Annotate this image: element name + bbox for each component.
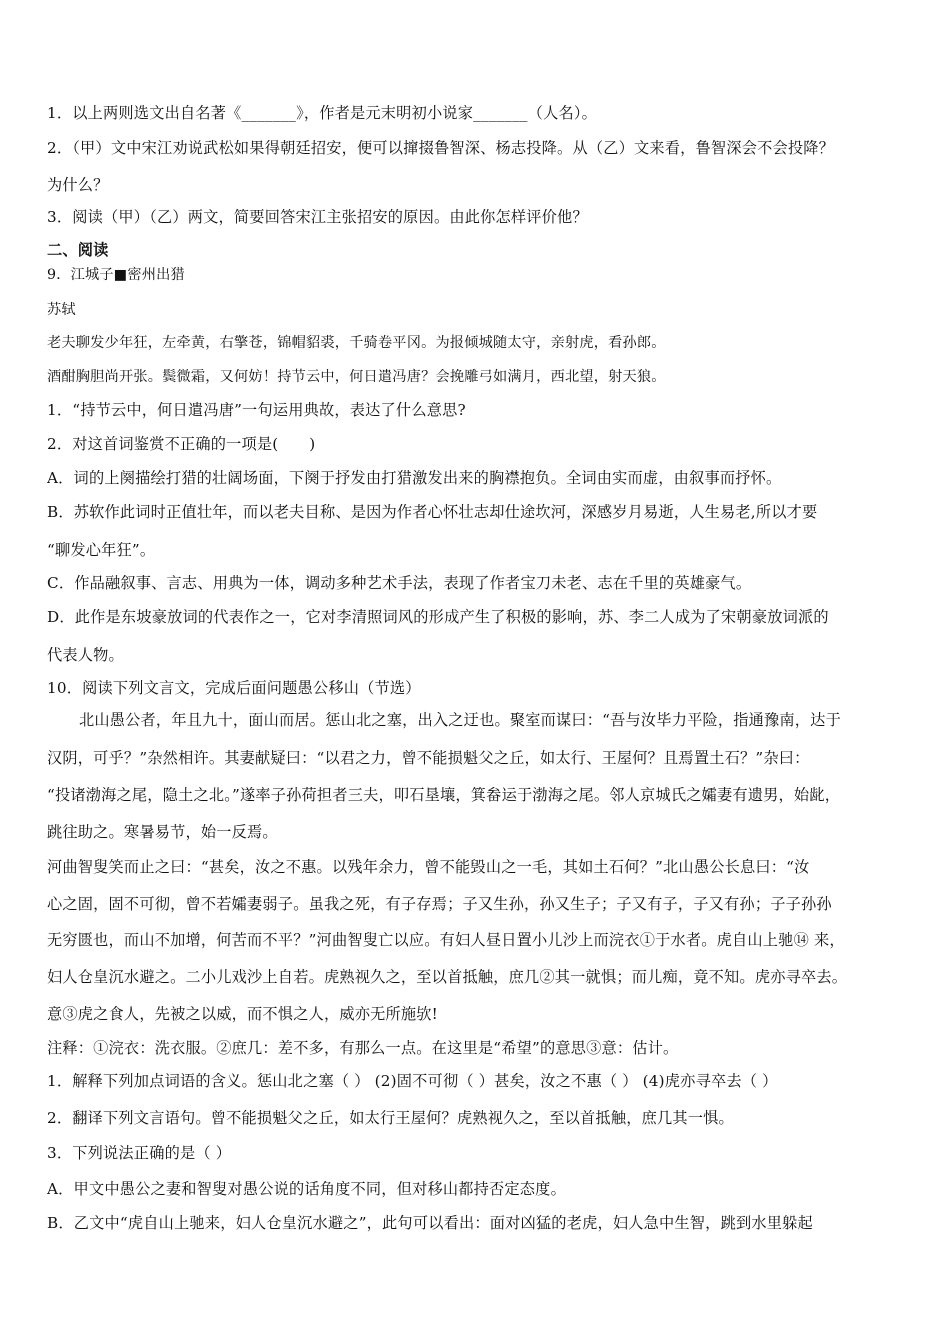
q10-option-a: A．甲文中愚公之妻和智叟对愚公说的话角度不同，但对移山都持否定态度。 [47, 1180, 566, 1198]
annotation: 注释：①浣衣：洗衣服。②庶几：差不多，有那么一点。在这里是“希望”的意思③意：估计。 [47, 1039, 679, 1057]
option-d: D．此作是东坡豪放词的代表作之一，它对李清照词风的形成产生了积极的影响，苏、李二人成为了宋朝豪放词派的 [47, 608, 829, 626]
q-line-4: 3．阅读（甲）（乙）两文，简要回答宋江主张招安的原因。由此你怎样评价他？ [47, 208, 588, 226]
poem-author: 苏轼 [47, 302, 76, 318]
poem-question-1: 1．“持节云中，何日遣冯唐”一句运用典故，表达了什么意思? [47, 401, 466, 419]
q10-sub-1: 1．解释下列加点词语的含义。惩山北之塞（ ） (2)固不可彻（ ）甚矣，汝之不惠（ ） (4)虎亦寻卒去（ ） [47, 1072, 778, 1090]
passage-line-1: 北山愚公者，年且九十，面山而居。惩山北之塞，出入之迂也。聚室而谋曰：“吾与汝毕力平险，指通豫南，达于 [79, 711, 841, 729]
poem-title: 9．江城子■密州出猎 [47, 267, 185, 283]
q10-option-b: B．乙文中“虎自山上驰来，妇人仓皇沉水避之”，此句可以看出：面对凶猛的老虎，妇人急中生智，跳到水里躲起 [47, 1214, 813, 1232]
passage-line-4: 跳往助之。寒暑易节，始一反焉。 [47, 823, 278, 841]
passage-line-8: 妇人仓皇沉水避之。二小儿戏沙上自若。虎熟视久之，至以首抵触，庶几②其一就惧；而儿痴，竟不知。虎亦寻卒去。 [47, 968, 848, 986]
passage-line-6: 心之固，固不可彻，曾不若孀妻弱子。虽我之死，有子存焉；子又生孙，孙又生子；子又有子，子又有孙；子子孙孙 [47, 895, 832, 913]
q-line-1: 1．以上两则选文出自名著《_______》，作者是元末明初小说家_______（人名）。 [47, 104, 598, 122]
q10-heading: 10．阅读下列文言文，完成后面问题愚公移山（节选） [47, 679, 421, 697]
option-c: C．作品融叙事、言志、用典为一体，调动多种艺术手法，表现了作者宝刀未老、志在千里的英雄豪气。 [47, 574, 752, 592]
option-b: B．苏软作此词时正值壮年，而以老夫目称、是因为作者心怀壮志却仕途坎河，深感岁月易逝，人生易老,所以才要 [47, 503, 818, 521]
passage-line-3: “投诸渤海之尾，隐土之北。”遂率子孙荷担者三夫，叩石垦壤，箕畚运于渤海之尾。邻人京城氏之孀妻有遗男，始龀， [47, 786, 841, 804]
option-b-cont: “聊发心年狂”。 [47, 541, 156, 559]
poem-question-2: 2．对这首词鉴赏不正确的一项是( ) [47, 435, 316, 453]
option-a: A．词的上阕描绘打猎的壮阔场面，下阕于抒发由打猎激发出来的胸襟抱负。全词由实而虚，由叙事而抒怀。 [47, 469, 782, 487]
passage-line-5: 河曲智叟笑而止之曰：“甚矣，汝之不惠。以残年余力，曾不能毁山之一毛，其如土石何？”北山愚公长息曰：“汝 [47, 858, 810, 876]
passage-line-9: 意③虎之食人，先被之以威，而不惧之人，威亦无所施欤! [47, 1005, 438, 1023]
poem-line-2: 酒酣胸胆尚开张。鬓微霜，又何妨！持节云中，何日遣冯唐？会挽雕弓如满月，西北望，射天狼。 [47, 369, 666, 385]
passage-line-2: 汉阴，可乎？”杂然相许。其妻献疑曰：“以君之力，曾不能损魁父之丘，如太行、王屋何？且焉置土石？”杂曰： [47, 749, 810, 767]
passage-line-7: 无穷匮也，而山不加增，何苦而不平？”河曲智叟亡以应。有妇人昼日置小儿沙上而浣衣①于水者。虎自山上驰⑭ 来， [47, 931, 845, 949]
section-heading: 二、阅读 [47, 241, 109, 259]
option-d-cont: 代表人物。 [47, 646, 124, 664]
q-line-2: 2．（甲）文中宋江劝说武松如果得朝廷招安，便可以撺掇鲁智深、杨志投降。从（乙）文来看，鲁智深会不会投降？ [47, 139, 835, 157]
poem-line-1: 老夫聊发少年狂，左牵黄，右擎苍，锦帽貂裘，千骑卷平冈。为报倾城随太守，亲射虎，看孙郎。 [47, 335, 666, 351]
q10-sub-3: 3．下列说法正确的是（ ） [47, 1144, 232, 1162]
q-line-3: 为什么？ [47, 176, 109, 194]
q10-sub-2: 2．翻译下列文言语句。曾不能损魁父之丘，如太行王屋何？虎熟视久之，至以首抵触，庶几其一惧。 [47, 1109, 734, 1127]
